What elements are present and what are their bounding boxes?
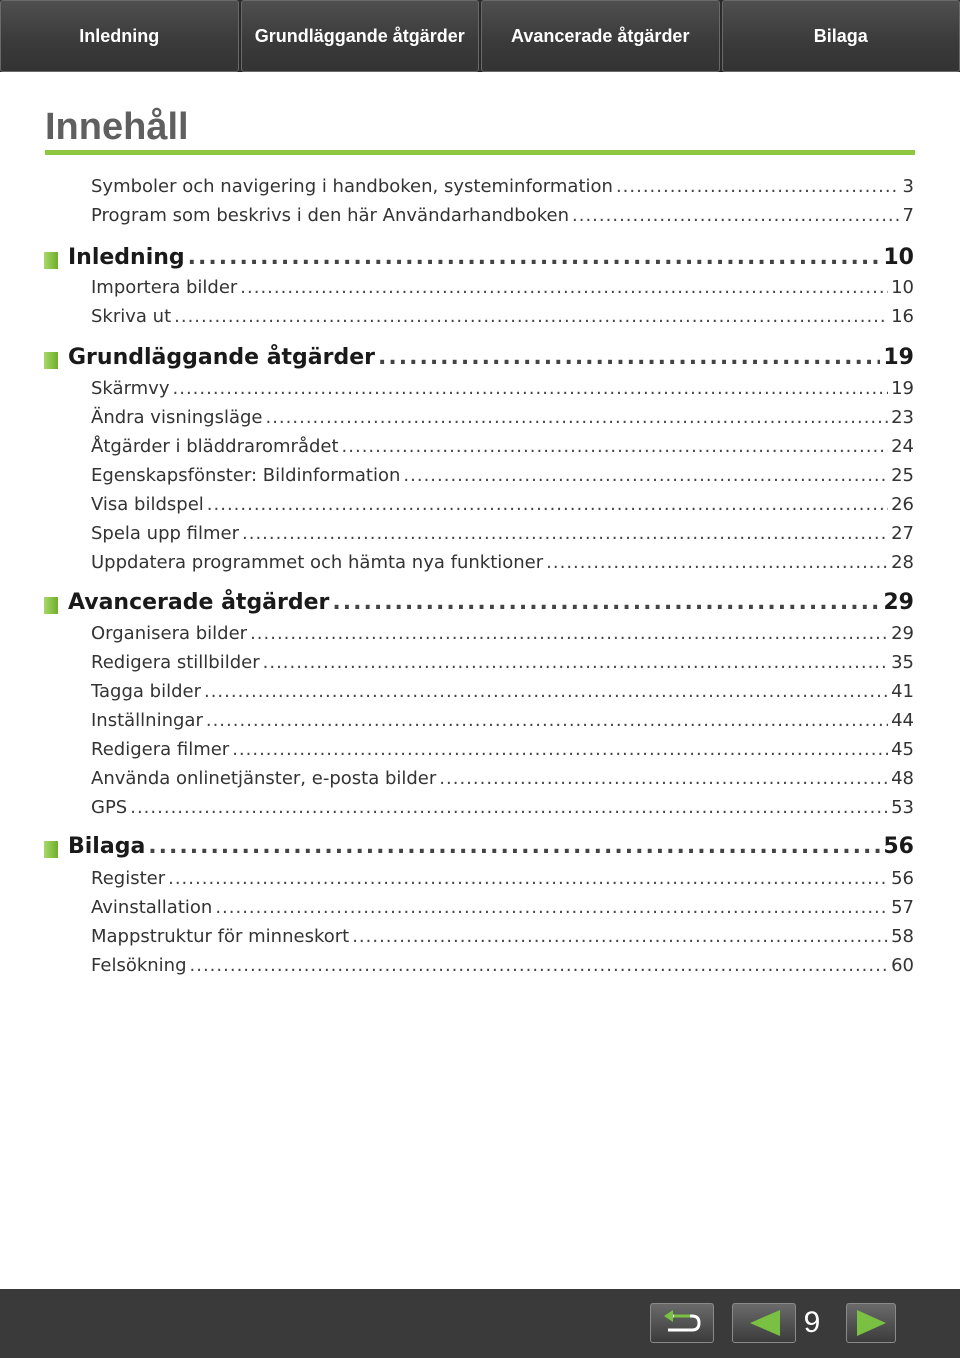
toc-entry-label: Redigera filmer [91, 739, 230, 760]
toc-entry[interactable] [91, 926, 914, 955]
toc-entry[interactable] [91, 205, 914, 234]
toc-entry[interactable] [91, 652, 914, 681]
toc-entry-page: 58 [891, 926, 914, 947]
toc-entry[interactable] [91, 378, 914, 407]
tab-grundlaggande-atgarder[interactable]: Grundläggande åtgärder [241, 0, 480, 72]
toc-entry-label: Register [91, 868, 166, 889]
section-marker-icon [44, 352, 58, 369]
dot-leader [250, 623, 888, 644]
toc-entry[interactable] [91, 436, 914, 465]
previous-triangle-icon [744, 1308, 784, 1338]
toc-entry-page: 16 [891, 306, 914, 327]
toc-section-bilaga[interactable] [68, 834, 914, 866]
toc-entry-label: Uppdatera programmet och hämta nya funktioner [91, 552, 544, 573]
dot-leader [546, 552, 888, 573]
toc-entry-page: 19 [891, 378, 914, 399]
toc-entry-page: 27 [891, 523, 914, 544]
page-number: 9 [803, 1306, 821, 1339]
toc-entry[interactable] [91, 868, 914, 897]
dot-leader [206, 710, 888, 731]
dot-leader [204, 681, 888, 702]
dot-leader [403, 465, 888, 486]
dot-leader [265, 407, 888, 428]
toc-entry-page: 53 [891, 797, 914, 818]
dot-leader [130, 797, 888, 818]
toc-entry-label: Importera bilder [91, 277, 238, 298]
next-triangle-icon [853, 1308, 889, 1338]
toc-entry-label: GPS [91, 797, 128, 818]
tab-inledning[interactable]: Inledning [0, 0, 239, 72]
dot-leader [439, 768, 888, 789]
toc-section-title: Inledning [68, 245, 185, 270]
toc-entry-page: 48 [891, 768, 914, 789]
section-marker-icon [44, 841, 58, 858]
return-button[interactable] [650, 1303, 714, 1343]
dot-leader [190, 955, 889, 976]
dot-leader [263, 652, 888, 673]
toc-entry-page: 26 [891, 494, 914, 515]
dot-leader [242, 523, 888, 544]
dot-leader [378, 345, 880, 370]
toc-entry-page: 45 [891, 739, 914, 760]
toc-entry-label: Program som beskrivs i den här Användarhandboken [91, 205, 570, 226]
toc-entry-label: Spela upp filmer [91, 523, 240, 544]
toc-entry[interactable] [91, 797, 914, 826]
toc-entry[interactable] [91, 623, 914, 652]
dot-leader [572, 205, 900, 226]
toc-section-page: 29 [883, 590, 914, 615]
toc-entry-page: 60 [891, 955, 914, 976]
toc-entry-label: Egenskapsfönster: Bildinformation [91, 465, 401, 486]
toc-section-page: 10 [883, 245, 914, 270]
dot-leader [616, 176, 900, 197]
toc-entry[interactable] [91, 277, 914, 306]
section-marker-icon [44, 252, 58, 269]
toc-entry-page: 25 [891, 465, 914, 486]
page-title: Innehåll [45, 106, 189, 148]
tab-avancerade-atgarder[interactable]: Avancerade åtgärder [481, 0, 720, 72]
dot-leader [232, 739, 888, 760]
toc-entry-label: Skärmvy [91, 378, 170, 399]
toc-entry-label: Mappstruktur för minneskort [91, 926, 350, 947]
dot-leader [173, 378, 889, 399]
toc-entry[interactable] [91, 710, 914, 739]
toc-entry[interactable] [91, 176, 914, 205]
toc-section-avancerade-atgarder[interactable] [68, 590, 914, 622]
dot-leader [148, 834, 880, 859]
toc-entry-label: Redigera stillbilder [91, 652, 260, 673]
toc-entry-page: 3 [902, 176, 914, 197]
toc-section-grundlaggande-atgarder[interactable] [68, 345, 914, 377]
toc-section-title: Bilaga [68, 834, 146, 859]
tab-bilaga[interactable]: Bilaga [722, 0, 960, 72]
dot-leader [332, 590, 880, 615]
toc-section-title: Avancerade åtgärder [68, 590, 330, 615]
dot-leader [168, 868, 888, 889]
toc-entry-page: 10 [891, 277, 914, 298]
toc-entry[interactable] [91, 897, 914, 926]
toc-entry-label: Symboler och navigering i handboken, systeminformation [91, 176, 613, 197]
toc-entry-page: 24 [891, 436, 914, 457]
toc-entry-label: Felsökning [91, 955, 187, 976]
toc-section-page: 56 [883, 834, 914, 859]
top-navigation [0, 0, 960, 72]
dot-leader [174, 306, 888, 327]
toc-entry-page: 41 [891, 681, 914, 702]
toc-section-page: 19 [883, 345, 914, 370]
toc-entry[interactable] [91, 552, 914, 581]
toc-entry-label: Visa bildspel [91, 494, 204, 515]
dot-leader [240, 277, 888, 298]
toc-entry-page: 7 [902, 205, 914, 226]
title-underline [45, 150, 915, 155]
toc-entry-label: Ändra visningsläge [91, 407, 263, 428]
toc-entry-label: Använda onlinetjänster, e-posta bilder [91, 768, 437, 789]
toc-section-title: Grundläggande åtgärder [68, 345, 376, 370]
toc-entry[interactable] [91, 681, 914, 710]
toc-entry-label: Inställningar [91, 710, 203, 731]
toc-entry-label: Åtgärder i bläddrarområdet [91, 436, 339, 457]
toc-entry[interactable] [91, 955, 914, 984]
toc-entry-page: 44 [891, 710, 914, 731]
toc-entry[interactable] [91, 465, 914, 494]
toc-entry[interactable] [91, 523, 914, 552]
section-marker-icon [44, 597, 58, 614]
toc-entry[interactable] [91, 768, 914, 797]
dot-leader [352, 926, 888, 947]
toc-entry-label: Skriva ut [91, 306, 172, 327]
toc-entry-page: 23 [891, 407, 914, 428]
toc-entry[interactable] [91, 306, 914, 335]
dot-leader [207, 494, 888, 515]
toc-entry[interactable] [91, 494, 914, 523]
toc-entry-page: 57 [891, 897, 914, 918]
dot-leader [215, 897, 888, 918]
return-arrow-icon [660, 1309, 704, 1337]
toc-entry-page: 28 [891, 552, 914, 573]
dot-leader [342, 436, 889, 457]
toc-entry-page: 56 [891, 868, 914, 889]
toc-entry-page: 35 [891, 652, 914, 673]
dot-leader [188, 245, 881, 270]
toc-entry[interactable] [91, 739, 914, 768]
toc-section-inledning[interactable] [68, 245, 914, 277]
bottom-navigation-bar [0, 1289, 960, 1358]
toc-entry-page: 29 [891, 623, 914, 644]
toc-entry-label: Organisera bilder [91, 623, 248, 644]
toc-entry[interactable] [91, 407, 914, 436]
toc-entry-label: Avinstallation [91, 897, 213, 918]
next-page-button[interactable] [846, 1303, 896, 1343]
toc-entry-label: Tagga bilder [91, 681, 201, 702]
